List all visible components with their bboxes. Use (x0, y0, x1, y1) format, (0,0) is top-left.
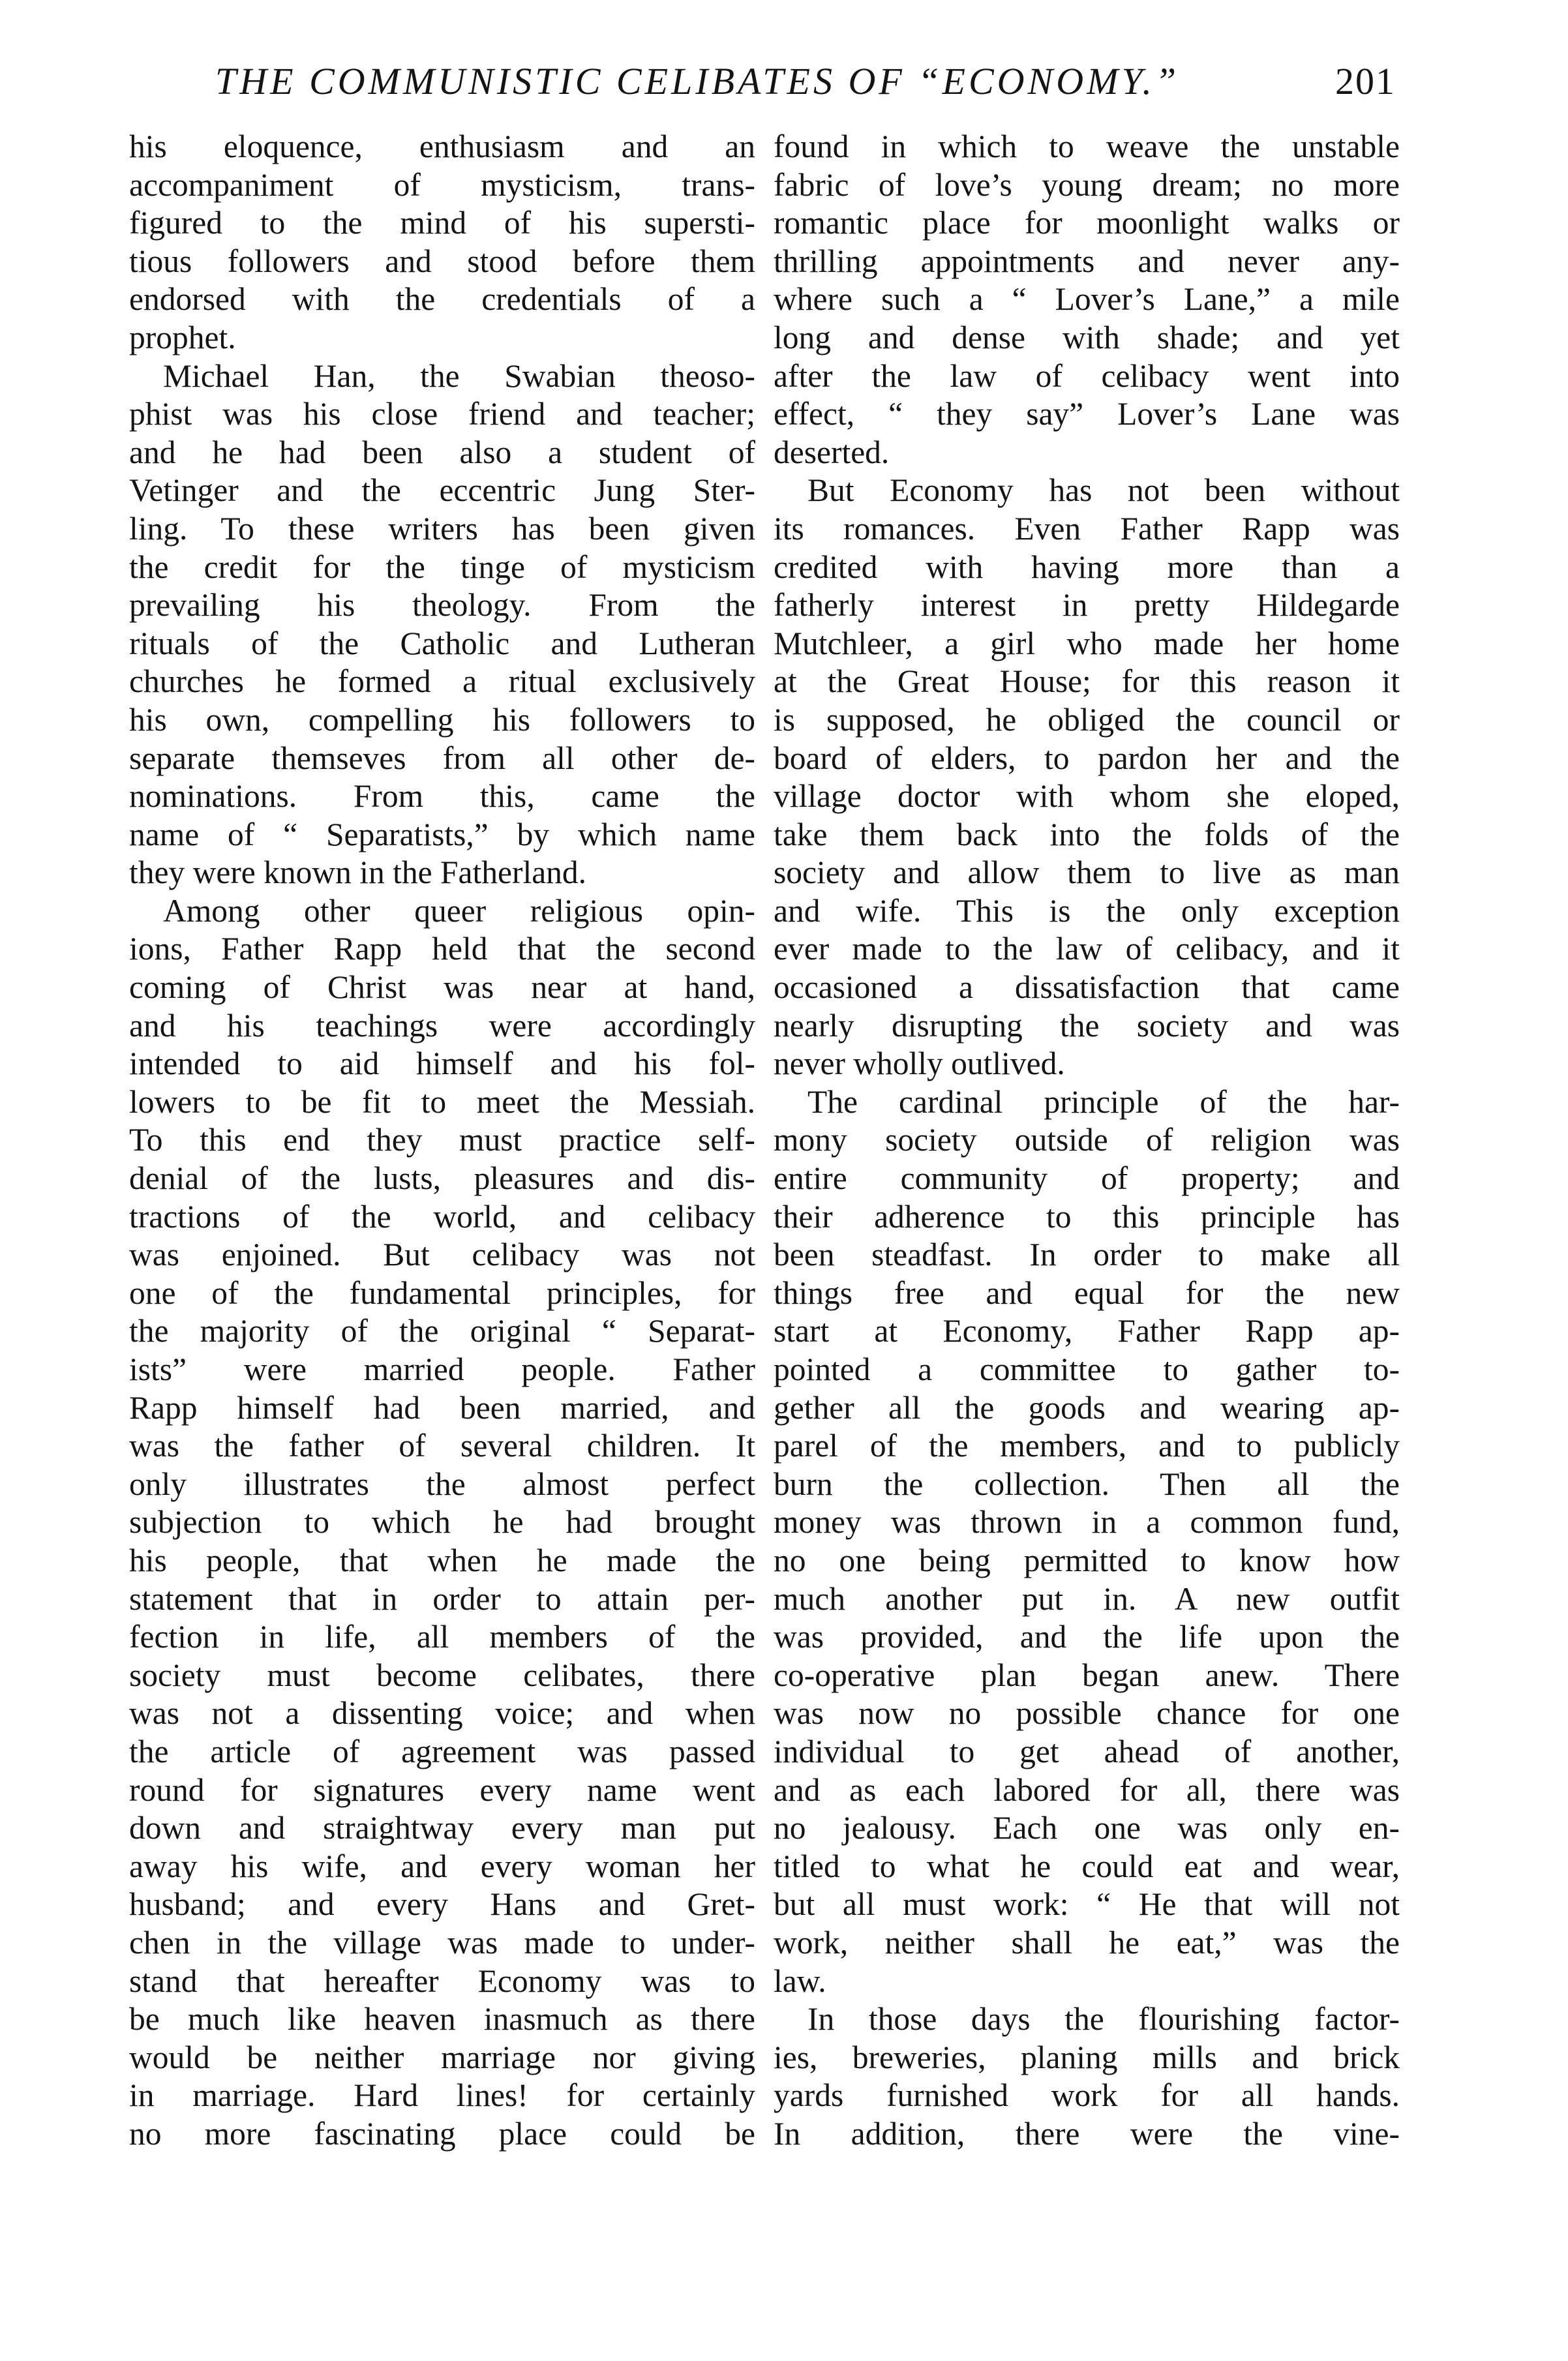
text-line: subjection to which he had brought (129, 1504, 755, 1541)
text-line: and as each labored for all, there was (774, 1771, 1400, 1808)
text-line: they were known in the Fatherland. (129, 854, 587, 891)
text-line: been steadfast. In order to make all (774, 1237, 1400, 1273)
text-line: prevailing his theology. From the (129, 587, 755, 624)
text-line: phist was his close friend and teacher; (129, 396, 755, 432)
text-line: stand that hereafter Economy was to (129, 1962, 755, 1999)
text-line: name of “ Separatists,” by which name (129, 816, 755, 852)
text-line: be much like heaven inasmuch as there (129, 2001, 755, 2038)
text-line: society and allow them to live as man (774, 854, 1400, 891)
text-line: pointed a committee to gather to- (774, 1351, 1400, 1387)
page-number: 201 (1335, 59, 1396, 102)
text-line: start at Economy, Father Rapp ap- (774, 1313, 1400, 1349)
text-line: Rapp himself had been married, and (129, 1389, 755, 1426)
text-line: Mutchleer, a girl who made her home (774, 625, 1400, 661)
text-line: its romances. Even Father Rapp was (774, 510, 1400, 547)
text-line: tious followers and stood before them (129, 243, 755, 279)
text-line: churches he formed a ritual exclusively (129, 663, 755, 700)
text-line: and he had been also a student of (129, 434, 755, 470)
text-line: accompaniment of mysticism, trans- (129, 166, 755, 203)
text-line: prophet. (129, 319, 236, 355)
text-line: ies, breweries, planing mills and brick (774, 2039, 1400, 2075)
text-line: law. (774, 1962, 826, 1999)
text-line: one of the fundamental principles, for (129, 1274, 755, 1311)
text-line: his eloquence, enthusiasm and an (129, 128, 755, 164)
text-line: was provided, and the life upon the (774, 1619, 1400, 1655)
text-column-right (774, 128, 1400, 2234)
text-line: no jealousy. Each one was only en- (774, 1810, 1400, 1846)
text-line: and his teachings were accordingly (129, 1007, 755, 1044)
text-line: In addition, there were the vine- (774, 2115, 1400, 2152)
page-header (215, 55, 1396, 107)
text-line: the credit for the tinge of mysticism (129, 549, 755, 585)
text-line: board of elders, to pardon her and the (774, 740, 1400, 776)
text-line: burn the collection. Then all the (774, 1466, 1400, 1502)
text-line: denial of the lusts, pleasures and dis- (129, 1160, 755, 1197)
text-line: endorsed with the credentials of a (129, 281, 755, 318)
text-line: fatherly interest in pretty Hildegarde (774, 587, 1400, 624)
text-line: In those days the flourishing factor- (807, 2001, 1400, 2038)
text-line: rituals of the Catholic and Lutheran (129, 625, 755, 661)
text-line: deserted. (774, 434, 890, 470)
text-line: fection in life, all members of the (129, 1619, 755, 1655)
text-line: chen in the village was made to under- (129, 1924, 755, 1961)
text-line: his own, compelling his followers to (129, 701, 755, 738)
text-line: after the law of celibacy went into (774, 357, 1400, 394)
text-line: round for signatures every name went (129, 1771, 755, 1808)
text-line: ists” were married people. Father (129, 1351, 755, 1387)
text-line: ling. To these writers has been given (129, 510, 755, 547)
text-line: much another put in. A new outfit (774, 1580, 1400, 1617)
text-line: thrilling appointments and never any- (774, 243, 1400, 279)
text-line: nearly disrupting the society and was (774, 1007, 1400, 1044)
text-line: their adherence to this principle has (774, 1198, 1400, 1235)
text-line: down and straightway every man put (129, 1810, 755, 1846)
text-line: money was thrown in a common fund, (774, 1504, 1400, 1541)
text-line: things free and equal for the new (774, 1274, 1400, 1311)
text-line: away his wife, and every woman her (129, 1848, 755, 1884)
text-line: lowers to be fit to meet the Messiah. (129, 1083, 755, 1120)
text-line: parel of the members, and to publicly (774, 1428, 1400, 1464)
text-line: long and dense with shade; and yet (774, 319, 1400, 355)
text-line: no one being permitted to know how (774, 1542, 1400, 1578)
text-line: Michael Han, the Swabian theoso- (163, 357, 755, 394)
text-line: Vetinger and the eccentric Jung Ster- (129, 472, 755, 509)
text-line: Among other queer religious opin- (163, 892, 755, 929)
text-line: titled to what he could eat and wear, (774, 1848, 1400, 1884)
text-line: romantic place for moonlight walks or (774, 205, 1400, 241)
text-line: separate themseves from all other de- (129, 740, 755, 776)
text-line: yards furnished work for all hands. (774, 2077, 1400, 2114)
text-line: husband; and every Hans and Gret- (129, 1886, 755, 1923)
running-title: THE COMMUNISTIC CELIBATES OF “ECONOMY.” (215, 59, 1180, 102)
text-line: ions, Father Rapp held that the second (129, 931, 755, 967)
text-line: statement that in order to attain per- (129, 1580, 755, 1617)
text-line: effect, “ they say” Lover’s Lane was (774, 396, 1400, 432)
text-line: nominations. From this, came the (129, 778, 755, 815)
text-line: credited with having more than a (774, 549, 1400, 585)
text-line: coming of Christ was near at hand, (129, 969, 755, 1006)
text-line: was not a dissenting voice; and when (129, 1695, 755, 1732)
text-line: was the father of several children. It (129, 1428, 755, 1464)
text-line: To this end they must practice self- (129, 1122, 755, 1158)
text-line: only illustrates the almost perfect (129, 1466, 755, 1502)
text-line: entire community of property; and (774, 1160, 1400, 1197)
text-column-left (129, 128, 755, 2234)
text-line: no more fascinating place could be (129, 2115, 755, 2152)
text-line: But Economy has not been without (807, 472, 1400, 509)
text-line: occasioned a dissatisfaction that came (774, 969, 1400, 1006)
text-line: society must become celibates, there (129, 1657, 755, 1693)
text-line: ever made to the law of celibacy, and it (774, 931, 1400, 967)
text-line: but all must work: “ He that will not (774, 1886, 1400, 1923)
text-line: the majority of the original “ Separat- (129, 1313, 755, 1349)
text-line: was enjoined. But celibacy was not (129, 1237, 755, 1273)
text-line: at the Great House; for this reason it (774, 663, 1400, 700)
text-line: village doctor with whom she eloped, (774, 778, 1400, 815)
text-line: would be neither marriage nor giving (129, 2039, 755, 2075)
text-line: gether all the goods and wearing ap- (774, 1389, 1400, 1426)
text-line: take them back into the folds of the (774, 816, 1400, 852)
text-line: his people, that when he made the (129, 1542, 755, 1578)
text-line: The cardinal principle of the har- (807, 1083, 1400, 1120)
text-line: tractions of the world, and celibacy (129, 1198, 755, 1235)
text-line: work, neither shall he eat,” was the (774, 1924, 1400, 1961)
text-line: never wholly outlived. (774, 1045, 1065, 1082)
text-line: figured to the mind of his supersti- (129, 205, 755, 241)
text-line: found in which to weave the unstable (774, 128, 1400, 164)
text-line: co-operative plan began anew. There (774, 1657, 1400, 1693)
text-line: mony society outside of religion was (774, 1122, 1400, 1158)
text-line: fabric of love’s young dream; no more (774, 166, 1400, 203)
text-line: the article of agreement was passed (129, 1733, 755, 1769)
text-line: in marriage. Hard lines! for certainly (129, 2077, 755, 2114)
text-line: intended to aid himself and his fol- (129, 1045, 755, 1082)
text-line: is supposed, he obliged the council or (774, 701, 1400, 738)
text-line: was now no possible chance for one (774, 1695, 1400, 1732)
text-line: individual to get ahead of another, (774, 1733, 1400, 1769)
text-line: where such a “ Lover’s Lane,” a mile (774, 281, 1400, 318)
text-line: and wife. This is the only exception (774, 892, 1400, 929)
